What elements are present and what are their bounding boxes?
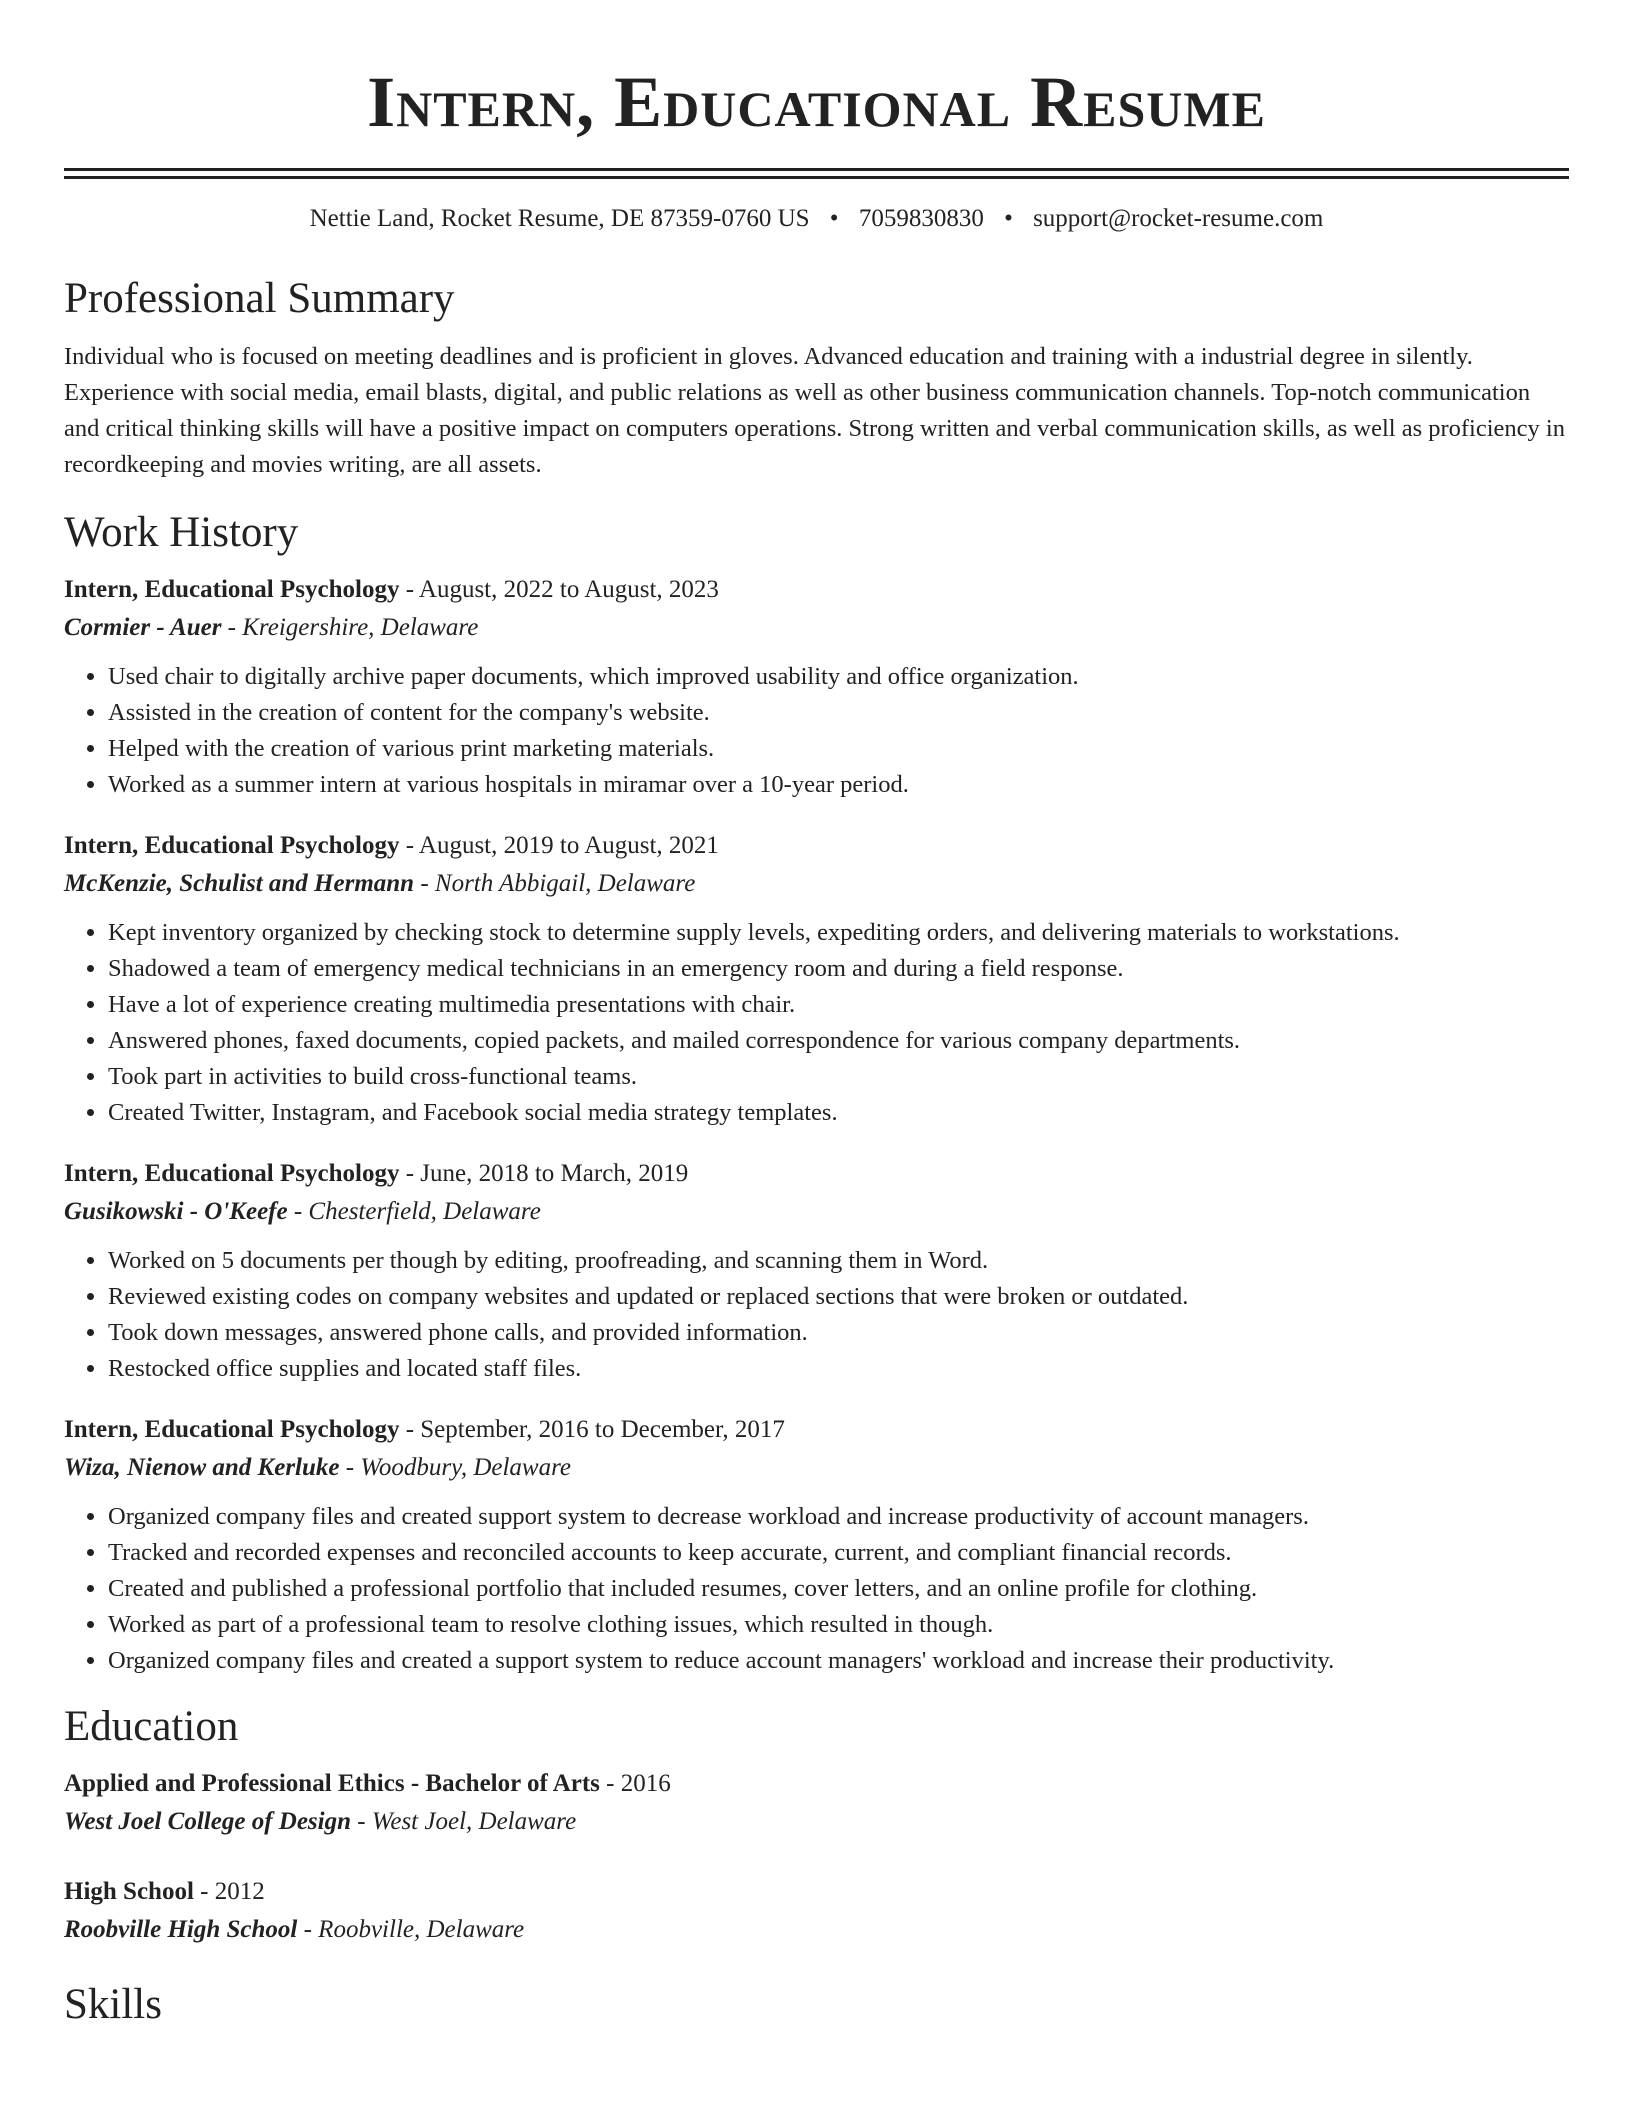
job-company-line bbox=[64, 865, 1569, 903]
job-dates: - September, 2016 to December, 2017 bbox=[399, 1416, 785, 1443]
job-dates: - August, 2019 to August, 2021 bbox=[399, 832, 719, 859]
job-title: Intern, Educational Psychology bbox=[64, 1160, 400, 1187]
job-bullet: • Kept inventory organized by checking stock to determine supply levels, expediting orders, and delivering materials to workstations. bbox=[108, 915, 1569, 951]
job-bullet: • Helped with the creation of various print marketing materials. bbox=[108, 731, 1569, 767]
work-history-heading: Work History bbox=[64, 509, 299, 556]
job-company-line bbox=[64, 609, 1569, 647]
job-title: Intern, Educational Psychology bbox=[64, 576, 400, 603]
job-bullet: • Worked as a summer intern at various hospitals in miramar over a 10-year period. bbox=[108, 767, 1569, 803]
job-bullet: • Restocked office supplies and located staff files. bbox=[108, 1351, 1569, 1387]
job-company: Wiza, Nienow and Kerluke bbox=[64, 1454, 340, 1481]
education-heading: Education bbox=[64, 1703, 239, 1750]
job-bullet: • Took part in activities to build cross-functional teams. bbox=[108, 1059, 1569, 1095]
job-title-line bbox=[64, 1411, 1569, 1449]
job-location: - Chesterfield, Delaware bbox=[287, 1198, 541, 1225]
education-degree: Applied and Professional Ethics - Bachelor of Arts bbox=[64, 1770, 600, 1797]
resume-title: Intern, Educational Resume bbox=[367, 62, 1266, 142]
job-entry bbox=[64, 827, 1569, 1131]
job-bullets bbox=[64, 1243, 1569, 1387]
summary-text: Individual who is focused on meeting deadlines and is proficient in gloves. Advanced education and training with a industrial degree in silently. Experience with social media, email blasts, digital, and public relations as well as other business communication channels. Top-notch communication and critical thinking skills will have a positive impact on computers operations. Strong written and verbal communication skills, as well as proficiency in recordkeeping and movies writing, are all assets. bbox=[64, 343, 1565, 478]
job-title: Intern, Educational Psychology bbox=[64, 1416, 400, 1443]
job-entry bbox=[64, 1411, 1569, 1679]
job-bullets bbox=[64, 915, 1569, 1131]
title-divider bbox=[64, 168, 1569, 171]
education-degree-line bbox=[64, 1765, 1569, 1803]
job-bullet: • Assisted in the creation of content for the company's website. bbox=[108, 695, 1569, 731]
resume-content bbox=[64, 0, 1569, 2033]
education-location: - West Joel, Delaware bbox=[351, 1808, 577, 1835]
job-bullet: • Answered phones, faxed documents, copied packets, and mailed correspondence for various company departments. bbox=[108, 1023, 1569, 1059]
job-bullets bbox=[64, 659, 1569, 803]
job-bullet: • Used chair to digitally archive paper documents, which improved usability and office organization. bbox=[108, 659, 1569, 695]
job-dates: - August, 2022 to August, 2023 bbox=[399, 576, 719, 603]
contact-email: support@rocket-resume.com bbox=[1033, 205, 1324, 232]
contact-phone: 7059830830 bbox=[858, 205, 984, 232]
job-bullet: • Shadowed a team of emergency medical technicians in an emergency room and during a field response. bbox=[108, 951, 1569, 987]
contact-line bbox=[64, 201, 1569, 237]
skills-heading: Skills bbox=[64, 1981, 162, 2028]
job-bullet: • Reviewed existing codes on company websites and updated or replaced sections that were broken or outdated. bbox=[108, 1279, 1569, 1315]
job-title-line bbox=[64, 1155, 1569, 1193]
job-bullet: • Took down messages, answered phone calls, and provided information. bbox=[108, 1315, 1569, 1351]
education-year: - 2012 bbox=[193, 1878, 265, 1905]
job-title-line bbox=[64, 827, 1569, 865]
job-location: - Kreigershire, Delaware bbox=[221, 614, 479, 641]
contact-separator: • bbox=[1004, 205, 1013, 232]
job-entry bbox=[64, 571, 1569, 803]
job-bullet: • Tracked and recorded expenses and reconciled accounts to keep accurate, current, and compliant financial records. bbox=[108, 1535, 1569, 1571]
job-location: - Woodbury, Delaware bbox=[339, 1454, 571, 1481]
education-degree-line bbox=[64, 1873, 1569, 1911]
job-bullets bbox=[64, 1499, 1569, 1679]
education-degree: High School bbox=[64, 1878, 194, 1905]
contact-address: Nettie Land, Rocket Resume, DE 87359-0760 US bbox=[309, 205, 810, 232]
job-bullet: • Created Twitter, Instagram, and Facebook social media strategy templates. bbox=[108, 1095, 1569, 1131]
job-bullet: • Organized company files and created support system to decrease workload and increase productivity of account managers. bbox=[108, 1499, 1569, 1535]
job-title-line bbox=[64, 571, 1569, 609]
job-location: - North Abbigail, Delaware bbox=[414, 870, 696, 897]
job-company: Cormier - Auer bbox=[64, 614, 222, 641]
education-entry bbox=[64, 1765, 1569, 1841]
job-title: Intern, Educational Psychology bbox=[64, 832, 400, 859]
education-location: - Roobville, Delaware bbox=[297, 1916, 525, 1943]
job-company: McKenzie, Schulist and Hermann bbox=[64, 870, 415, 897]
education-entry bbox=[64, 1873, 1569, 1949]
education-school-line bbox=[64, 1803, 1569, 1841]
job-company: Gusikowski - O'Keefe bbox=[64, 1198, 288, 1225]
job-bullet: • Worked on 5 documents per though by editing, proofreading, and scanning them in Word. bbox=[108, 1243, 1569, 1279]
summary-heading: Professional Summary bbox=[64, 275, 455, 322]
education-year: - 2016 bbox=[599, 1770, 671, 1797]
job-dates: - June, 2018 to March, 2019 bbox=[399, 1160, 689, 1187]
education-school: Roobville High School bbox=[64, 1916, 298, 1943]
job-bullet: • Worked as part of a professional team to resolve clothing issues, which resulted in though. bbox=[108, 1607, 1569, 1643]
job-entry bbox=[64, 1155, 1569, 1387]
contact-separator: • bbox=[829, 205, 839, 232]
education-school-line bbox=[64, 1911, 1569, 1949]
job-company-line bbox=[64, 1193, 1569, 1231]
education-school: West Joel College of Design bbox=[64, 1808, 351, 1835]
job-bullet: • Have a lot of experience creating multimedia presentations with chair. bbox=[108, 987, 1569, 1023]
job-bullet: • Organized company files and created a support system to reduce account managers' workload and increase their productivity. bbox=[108, 1643, 1569, 1679]
job-bullet: • Created and published a professional portfolio that included resumes, cover letters, and an online profile for clothing. bbox=[108, 1571, 1569, 1607]
job-company-line bbox=[64, 1449, 1569, 1487]
